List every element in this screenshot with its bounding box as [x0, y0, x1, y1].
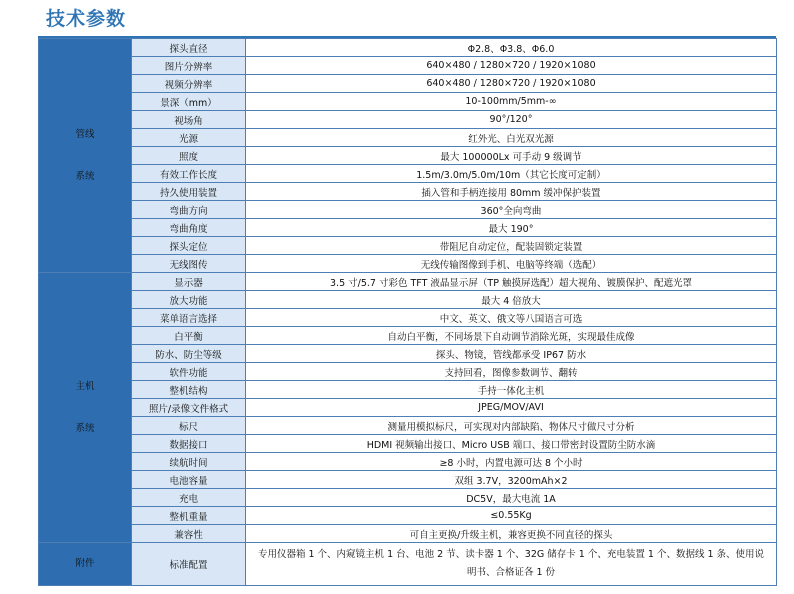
- group-cell: [39, 273, 132, 543]
- table-row: [39, 273, 777, 291]
- spec-label: 软件功能: [132, 363, 246, 381]
- table-row: [39, 381, 777, 399]
- group-name-line: 系统: [75, 422, 95, 434]
- spec-label: 整机结构: [132, 381, 246, 399]
- table-row: [39, 165, 777, 183]
- spec-label: 显示器: [132, 273, 246, 291]
- spec-value: 10-100mm/5mm-∞: [246, 93, 777, 111]
- table-row: [39, 507, 777, 525]
- table-row: [39, 183, 777, 201]
- page-title: 技术参数: [46, 8, 127, 30]
- group-name-line: 管线: [75, 128, 95, 140]
- spec-value: 支持回看，图像参数调节、翻转: [246, 363, 777, 381]
- table-row: [39, 147, 777, 165]
- spec-value: 带阻尼自动定位，配装固锁定装置: [246, 237, 777, 255]
- spec-value: DC5V，最大电流 1A: [246, 489, 777, 507]
- spec-label: 弯曲方向: [132, 201, 246, 219]
- spec-value: 640×480 / 1280×720 / 1920×1080: [246, 75, 777, 93]
- table-row: [39, 111, 777, 129]
- table-row: [39, 363, 777, 381]
- spec-label: 白平衡: [132, 327, 246, 345]
- spec-value: 专用仪器箱 1 个、内窥镜主机 1 台、电池 2 节、读卡器 1 个、32G 储存卡 1 个、充电装置 1 个、数据线 1 条、使用说明书、合格证各 1 份: [246, 543, 777, 586]
- spec-value: 红外光、白光双光源: [246, 129, 777, 147]
- table-row: [39, 93, 777, 111]
- table-row: [39, 39, 777, 57]
- spec-label: 续航时间: [132, 453, 246, 471]
- spec-value: HDMI 视频输出接口、Micro USB 端口、接口带密封设置防尘防水滴: [246, 435, 777, 453]
- spec-value: Φ2.8、Φ3.8、Φ6.0: [246, 39, 777, 57]
- spec-value: 最大 100000Lx 可手动 9 级调节: [246, 147, 777, 165]
- spec-value: 探头、物镜，管线都承受 IP67 防水: [246, 345, 777, 363]
- spec-label: 无线图传: [132, 255, 246, 273]
- spec-value: 360°全向弯曲: [246, 201, 777, 219]
- spec-value: 中文、英文、俄文等八国语言可选: [246, 309, 777, 327]
- spec-label: 图片分辨率: [132, 57, 246, 75]
- table-row: [39, 471, 777, 489]
- table-row: [39, 489, 777, 507]
- table-row: [39, 129, 777, 147]
- spec-label: 视场角: [132, 111, 246, 129]
- spec-label: 持久使用装置: [132, 183, 246, 201]
- spec-value: 双组 3.7V，3200mAh×2: [246, 471, 777, 489]
- spec-value: 90°/120°: [246, 111, 777, 129]
- spec-value: 手持一体化主机: [246, 381, 777, 399]
- spec-label: 放大功能: [132, 291, 246, 309]
- spec-value: 最大 4 倍放大: [246, 291, 777, 309]
- spec-value: 自动白平衡，不同场景下自动调节消除光斑，实现最佳成像: [246, 327, 777, 345]
- group-name-line: 附件: [75, 558, 95, 569]
- table-row: [39, 255, 777, 273]
- spec-label: 照片/录像文件格式: [132, 399, 246, 417]
- table-row: [39, 453, 777, 471]
- table-row: [39, 57, 777, 75]
- spec-value: 测量用模拟标尺，可实现对内部缺陷、物体尺寸做尺寸分析: [246, 417, 777, 435]
- table-row: [39, 417, 777, 435]
- spec-value: 1.5m/3.0m/5.0m/10m（其它长度可定制）: [246, 165, 777, 183]
- spec-label: 防水、防尘等级: [132, 345, 246, 363]
- table-row: [39, 543, 777, 586]
- spec-label: 有效工作长度: [132, 165, 246, 183]
- spec-value: 插入管和手柄连接用 80mm 缓冲保护装置: [246, 183, 777, 201]
- spec-label: 弯曲角度: [132, 219, 246, 237]
- table-row: [39, 399, 777, 417]
- group-cell: [39, 39, 132, 273]
- group-name-line: 系统: [75, 170, 95, 182]
- spec-label: 兼容性: [132, 525, 246, 543]
- spec-value: ≥8 小时，内置电源可达 8 个小时: [246, 453, 777, 471]
- spec-value: 640×480 / 1280×720 / 1920×1080: [246, 57, 777, 75]
- table-row: [39, 345, 777, 363]
- table-row: [39, 201, 777, 219]
- spec-label: 充电: [132, 489, 246, 507]
- spec-label: 整机重量: [132, 507, 246, 525]
- spec-label: 探头定位: [132, 237, 246, 255]
- spec-value: 最大 190°: [246, 219, 777, 237]
- spec-label: 标准配置: [132, 543, 246, 586]
- table-row: [39, 219, 777, 237]
- spec-value: ≤0.55Kg: [246, 507, 777, 525]
- spec-label: 探头直径: [132, 39, 246, 57]
- spec-label: 光源: [132, 129, 246, 147]
- spec-label: 数据接口: [132, 435, 246, 453]
- spec-value: 可自主更换/升级主机，兼容更换不同直径的探头: [246, 525, 777, 543]
- group-name-line: 主机: [75, 380, 95, 392]
- table-row: [39, 75, 777, 93]
- spec-value: 3.5 寸/5.7 寸彩色 TFT 液晶显示屏（TP 触摸屏选配）超大视角、镀膜保护、配遮光罩: [246, 273, 777, 291]
- group-cell: [39, 543, 132, 586]
- spec-label: 菜单语言选择: [132, 309, 246, 327]
- table-row: [39, 435, 777, 453]
- table-row: [39, 291, 777, 309]
- spec-label: 视频分辨率: [132, 75, 246, 93]
- table-row: [39, 309, 777, 327]
- spec-table: [38, 38, 777, 586]
- table-row: [39, 525, 777, 543]
- spec-label: 景深（mm）: [132, 93, 246, 111]
- table-row: [39, 237, 777, 255]
- spec-value: JPEG/MOV/AVI: [246, 399, 777, 417]
- spec-value: 无线传输图像到手机、电脑等终端（选配）: [246, 255, 777, 273]
- spec-label: 电池容量: [132, 471, 246, 489]
- spec-label: 标尺: [132, 417, 246, 435]
- spec-label: 照度: [132, 147, 246, 165]
- table-row: [39, 327, 777, 345]
